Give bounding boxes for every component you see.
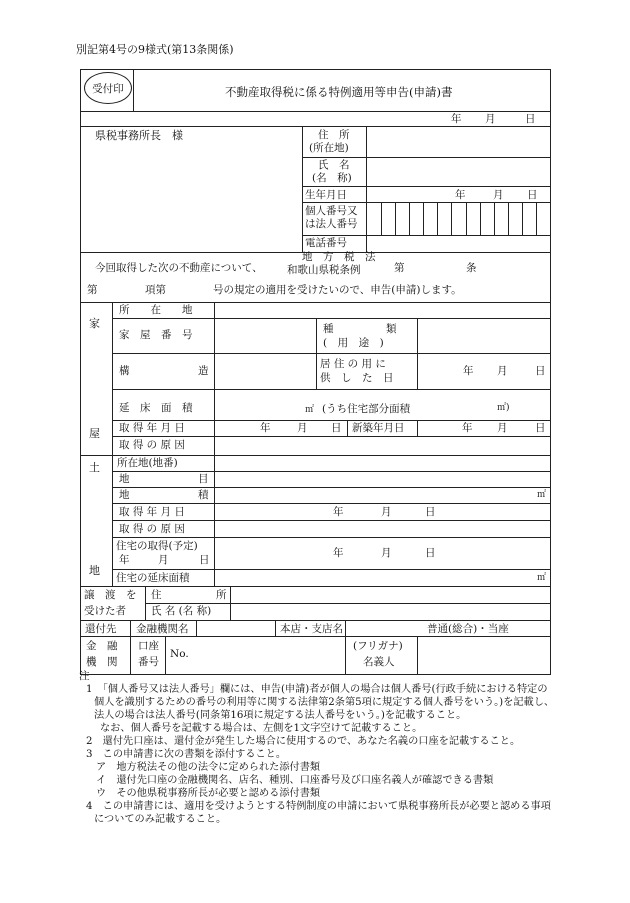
holder-label: 名義人 <box>363 656 395 668</box>
birth-day: 日 <box>527 189 538 201</box>
note-1b: なお、個人番号を記載する場合は、左側を1文字空けて記載すること。 <box>100 723 423 734</box>
house-acq-day: 日 <box>425 547 436 559</box>
financial-label-sub: 機 関 <box>86 656 118 668</box>
house-number-label: 家 屋 番 号 <box>119 329 193 341</box>
address-label: 住 所 <box>318 129 350 141</box>
house-acq-year: 年 <box>333 547 344 559</box>
house-side-1: 家 <box>89 317 100 330</box>
house-acq-date-label: 取 得 年 月 日 <box>119 422 185 434</box>
note-3c: ウ その他県税事務所長が必要と認める添付書類 <box>96 788 321 799</box>
residence-month: 月 <box>497 365 508 377</box>
land-acq-reason-label: 取 得 の 原 因 <box>119 523 185 535</box>
house-acq-year: 年 <box>260 422 271 434</box>
financial-label: 金 融 <box>86 640 118 652</box>
reception-stamp: 受付印 <box>84 72 132 104</box>
address-label-sub: (所在地) <box>309 142 349 154</box>
new-build-month: 月 <box>497 422 508 434</box>
statement-clause-dai: 第 <box>87 284 98 296</box>
date-day: 日 <box>525 113 536 125</box>
land-category-a: 地 <box>119 473 130 485</box>
land-side-1: 土 <box>89 461 100 474</box>
branch-label: 本店・支店名 <box>280 623 343 635</box>
birth-year: 年 <box>455 189 466 201</box>
note-3: 3 この申請書に次の書類を添付すること。 <box>86 749 287 760</box>
transferor-name-label: 氏 名 (名 称) <box>151 605 212 617</box>
new-build-day: 日 <box>535 422 546 434</box>
new-build-year: 年 <box>462 422 473 434</box>
house-acq-month: 月 <box>297 422 308 434</box>
note-1: 1 「個人番号又は法人番号」欄には、申告(申請)者が個人の場合は個人番号(行政手続における特定の個人を識別するための番号の利用等に関する法律第2条第5項に規定する個人番号をいう。)を記載し、法人の場合は法人番号(同条第16項に規定する法人番号をいう。)を記載すること。 <box>86 684 555 721</box>
form-id: 別記第4号の9様式(第13条関係) <box>76 43 234 56</box>
id-label: 個人番号又 <box>305 205 358 217</box>
residence-label: 居 住 の 用 に <box>320 358 386 370</box>
residence-year: 年 <box>463 365 474 377</box>
land-acq-date-label: 取 得 年 月 日 <box>119 506 185 518</box>
house-side-2: 屋 <box>89 427 100 440</box>
house-acq-day: 日 <box>331 422 342 434</box>
note-3a: ア 地方税法その他の法令に定められた添付書類 <box>96 762 321 773</box>
bank-name-label: 金融機関名 <box>136 623 189 635</box>
kind-label: 種 類 <box>323 323 397 335</box>
structure-label-a: 構 <box>119 365 130 377</box>
transferor-label: 譲 渡 を <box>84 589 137 601</box>
account-label-sub: 番号 <box>138 656 159 668</box>
transferor-label-sub: 受けた者 <box>84 605 126 617</box>
kind-label-sub: ( 用 途 ) <box>323 337 384 349</box>
id-label-sub: は法人番号 <box>305 218 358 230</box>
floor-area-label: 延 床 面 積 <box>119 402 193 414</box>
land-acq-month: 月 <box>381 506 392 518</box>
house-acq-planned-month-label: 月 <box>158 554 169 566</box>
land-area-b: 積 <box>198 489 209 501</box>
transferor-address-b: 所 <box>216 589 227 601</box>
house-acq-reason-label: 取 得 の 原 因 <box>119 439 185 451</box>
land-side-2: 地 <box>89 564 100 577</box>
refund-label: 還付先 <box>85 623 117 635</box>
new-build-label: 新築年月日 <box>352 422 405 434</box>
land-area-a: 地 <box>119 489 130 501</box>
house-floor-label: 住宅の延床面積 <box>116 572 190 584</box>
law-local-tax: 地 方 税 法 <box>302 251 376 263</box>
phone-label: 電話番号 <box>305 237 347 249</box>
holder-kana-label: (フリガナ) <box>353 640 403 652</box>
land-area-unit: ㎡ <box>537 490 547 500</box>
house-acq-planned-year-label: 年 <box>119 554 130 566</box>
house-acq-planned-day-label: 日 <box>199 554 210 566</box>
house-location-label: 所 在 地 <box>119 304 193 316</box>
note-4: 4 この申請書には、適用を受けようとする特例制度の申請において県税事務所長が必要と認める事項についてのみ記載すること。 <box>86 801 551 825</box>
house-acq-planned-label: 住宅の取得(予定) <box>116 540 198 552</box>
residence-day: 日 <box>535 365 546 377</box>
statement-article-jou: 条 <box>466 262 477 274</box>
date-year: 年 <box>451 113 462 125</box>
floor-area-part: (うち住宅部分面積 <box>322 403 411 415</box>
floor-area-unit: ㎡ <box>305 405 315 415</box>
name-label: 氏 名 <box>318 159 350 171</box>
statement-article-dai: 第 <box>394 262 405 274</box>
note-3b: イ 還付先口座の金融機関名、店名、種別、口座番号及び口座名義人が確認できる書類 <box>96 775 494 786</box>
account-label: 口座 <box>138 640 159 652</box>
land-acq-year: 年 <box>333 506 344 518</box>
land-location-label: 所在地(地番) <box>117 457 178 469</box>
form-title: 不動産取得税に係る特例適用等申告(申請)書 <box>225 85 453 99</box>
statement-l1: 今回取得した次の不動産について、 <box>95 262 263 274</box>
transferor-address-a: 住 <box>151 589 162 601</box>
account-type[interactable]: 普通(総合)・当座 <box>427 623 509 635</box>
floor-area-close: ㎡) <box>497 403 510 413</box>
land-category-b: 目 <box>198 473 209 485</box>
birth-label: 生年月日 <box>305 189 347 201</box>
land-acq-day: 日 <box>425 506 436 518</box>
note-2: 2 還付先口座は、還付金が発生した場合に使用するので、あなた名義の口座を記載すること。 <box>86 736 521 747</box>
notes <box>86 683 556 826</box>
birth-month: 月 <box>493 189 504 201</box>
addressee: 県税事務所長 様 <box>95 129 183 142</box>
house-acq-month: 月 <box>381 547 392 559</box>
law-prefecture: 和歌山県税条例 <box>287 264 361 276</box>
statement-l2: 号の規定の適用を受けたいので、申告(申請)します。 <box>213 284 462 296</box>
account-no[interactable]: No. <box>170 648 189 660</box>
statement-clause: 項第 <box>145 284 166 296</box>
name-label-sub: (名 称) <box>312 172 352 184</box>
house-floor-unit: ㎡ <box>537 573 547 583</box>
residence-label-sub: 供 し た 日 <box>320 372 394 384</box>
structure-label-b: 造 <box>198 365 209 377</box>
notes-heading: 注 <box>79 670 90 682</box>
date-month: 月 <box>485 113 496 125</box>
